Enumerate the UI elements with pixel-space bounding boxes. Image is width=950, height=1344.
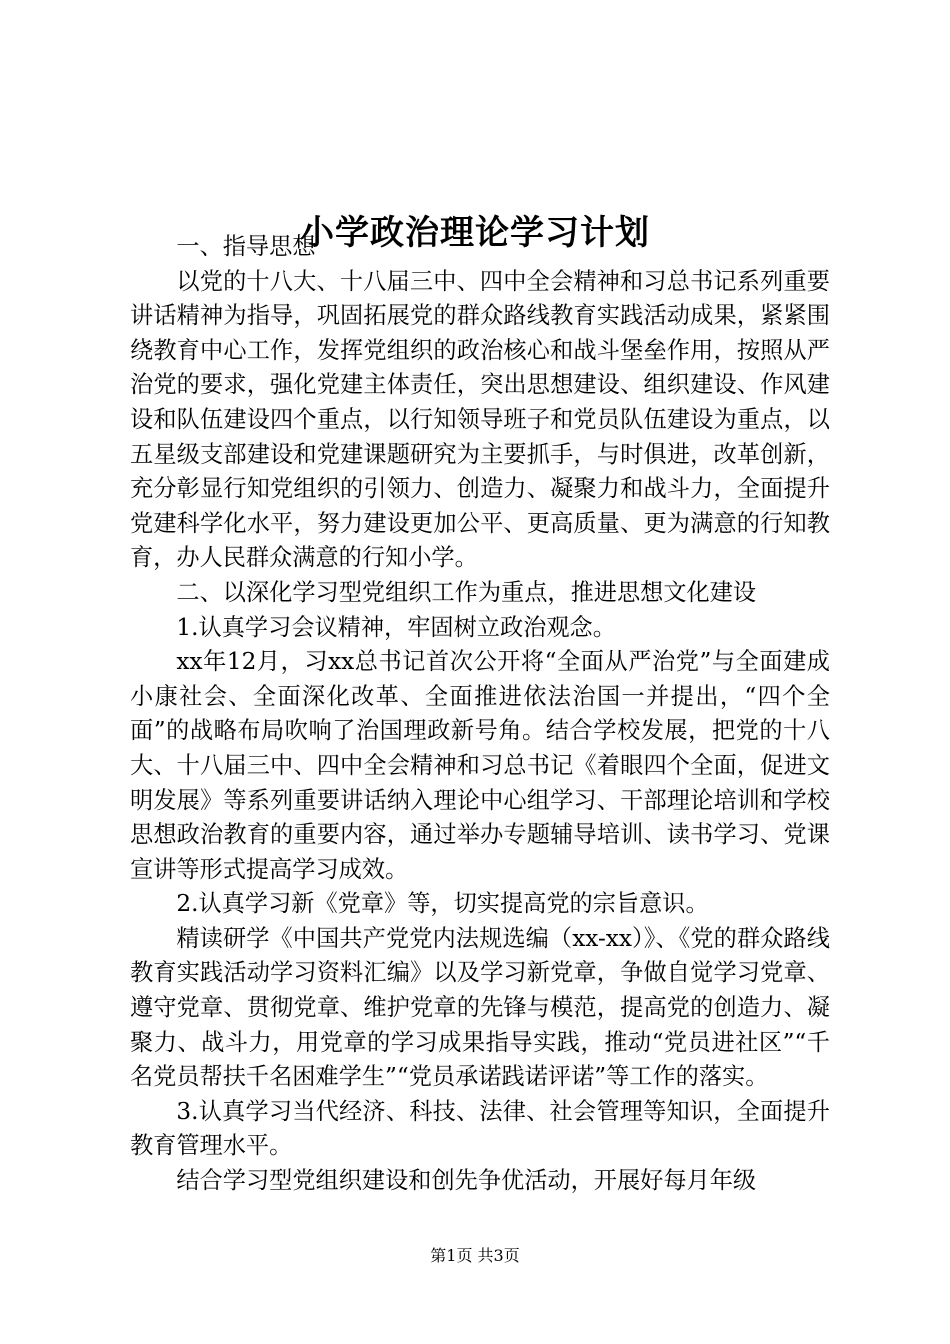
paragraph: 结合学习型党组织建设和创先争优活动，开展好每月年级 (176, 1167, 757, 1195)
document-body (130, 230, 830, 1199)
page-number-footer: 第1页 共3页 (430, 1246, 520, 1265)
section-heading: 一、指导思想 (176, 233, 316, 260)
subsection-heading: 1.认真学习会议精神，牢固树立政治观念。 (176, 613, 616, 641)
paragraph: 精读研学《中国共产党党内法规选编（xx-xx）》、《党的群众路线教育实践活动学习资料汇编》以及学习新党章，争做自觉学习党章、遵守党章、贯彻党章、维护党章的先锋与模范，提高党的创造力、凝聚力、战斗力，用党章的学习成果指导实践，推动“党员进社区”“千名党员帮扶千名困难学生”“党员承诺践诺评诺”等工作的落实。 (130, 924, 830, 1091)
paragraph: 以党的十八大、十八届三中、四中全会精神和习总书记系列重要讲话精神为指导，巩固拓展党的群众路线教育实践活动成果，紧紧围绕教育中心工作，发挥党组织的政治核心和战斗堡垒作用，按照从严治党的要求，强化党建主体责任，突出思想建设、组织建设、作风建设和队伍建设四个重点，以行知领导班子和党员队伍建设为重点，以五星级支部建设和党建课题研究为主要抓手，与时俱进，改革创新，充分彰显行知党组织的引领力、创造力、凝聚力和战斗力，全面提升党建科学化水平，努力建设更加公平、更高质量、更为满意的行知教育，办人民群众满意的行知小学。 (130, 267, 830, 572)
subsection-heading: 3.认真学习当代经济、科技、法律、社会管理等知识，全面提升教育管理水平。 (130, 1097, 830, 1160)
section-heading: 二、以深化学习型党组织工作为重点，推进思想文化建设 (176, 578, 757, 606)
subsection-heading: 2.认真学习新《党章》等，切实提高党的宗旨意识。 (176, 890, 709, 918)
document-title: 小学政治理论学习计划 (300, 212, 650, 253)
paragraph: xx年12月，习xx总书记首次公开将“全面从严治党”与全面建成小康社会、全面深化改革、全面推进依法治国一并提出，“四个全面”的战略布局吹响了治国理政新号角。结合学校发展，把党的十八大、十八届三中、四中全会精神和习总书记《着眼四个全面，促进文明发展》等系列重要讲话纳入理论中心组学习、干部理论培训和学校思想政治教育的重要内容，通过举办专题辅导培训、读书学习、党课宣讲等形式提高学习成效。 (130, 648, 830, 883)
